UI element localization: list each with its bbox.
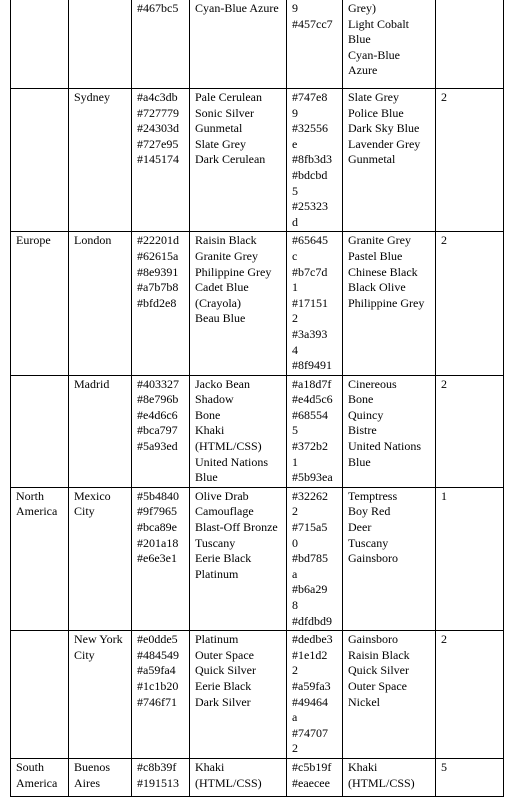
- matched-hex-cell: [287, 0, 343, 89]
- cell-line: Sonic Silver: [195, 105, 254, 120]
- cell-line: Khaki: [348, 759, 378, 774]
- source-color-names-cell: [190, 631, 287, 759]
- cell-line: Granite Grey: [195, 248, 258, 263]
- city-cell: [69, 0, 132, 89]
- cell-line: #a4c3db: [137, 90, 178, 104]
- cell-line: Cyan-Blue: [348, 47, 400, 62]
- source-hex-cell: [132, 758, 190, 796]
- cell-line: Cinereous: [348, 376, 397, 391]
- cell-line: Black Olive: [348, 280, 406, 295]
- table-body: [11, 0, 504, 796]
- cell-line: #715a5: [292, 520, 328, 535]
- cell-line: #bdcbd: [292, 167, 328, 182]
- cell-line: #32556: [292, 121, 328, 136]
- cell-line: #bca797: [137, 423, 178, 438]
- cell-line: Outer Space: [195, 647, 254, 662]
- matched-hex-cell: [287, 758, 343, 796]
- table-row: [11, 758, 504, 796]
- cell-line: 2: [292, 741, 298, 756]
- cell-line: Eerie Black: [195, 678, 252, 693]
- cell-line: Outer Space: [348, 678, 407, 693]
- region-cell: [11, 0, 69, 89]
- cell-line: #bfd2e8: [137, 295, 177, 310]
- cell-line: Dark Silver: [195, 694, 251, 709]
- cell-line: #a7b7b8: [137, 280, 179, 295]
- cell-line: #a59fa3: [292, 678, 331, 693]
- cell-line: #e6e3e1: [137, 551, 177, 566]
- cell-line: Lavender Grey: [348, 136, 421, 151]
- cell-line: #68554: [292, 407, 328, 422]
- count-cell: [436, 0, 504, 89]
- cell-line: #3a393: [292, 326, 328, 341]
- cell-line: Tuscany: [195, 535, 236, 550]
- cell-line: Boy Red: [348, 504, 391, 519]
- cell-line: #5b93ea: [292, 470, 333, 485]
- cell-line: Camouflage: [195, 504, 254, 519]
- cell-line: #727e95: [137, 136, 179, 151]
- cell-line: #1c1b20: [137, 678, 179, 693]
- cell-line: #74707: [292, 725, 328, 740]
- cell-line: #e4d6c6: [137, 407, 178, 422]
- cell-line: Blue: [348, 32, 371, 47]
- region-cell: North America: [11, 487, 69, 630]
- table-row: [11, 375, 504, 487]
- cell-line: #8e796b: [137, 392, 179, 407]
- cell-line: #5b4840: [137, 488, 179, 503]
- table-row: [11, 487, 504, 630]
- cell-line: 9: [292, 105, 298, 120]
- cell-line: #9f7965: [137, 504, 177, 519]
- cell-line: Dark Sky Blue: [348, 121, 420, 136]
- source-hex-cell: [132, 375, 190, 487]
- matched-hex-cell: [287, 487, 343, 630]
- cell-line: Granite Grey: [348, 233, 411, 248]
- cell-line: #65645: [292, 233, 328, 248]
- cell-line: #a18d7f: [292, 376, 332, 391]
- cell-line: 1: [292, 454, 298, 469]
- cell-line: #145174: [137, 152, 179, 167]
- cell-line: Chinese Black: [348, 264, 418, 279]
- cell-line: #c5b19f: [292, 759, 332, 774]
- cell-line: c: [292, 248, 298, 263]
- source-color-names-cell: [190, 232, 287, 375]
- cell-line: Shadow: [195, 392, 234, 407]
- cell-line: Bone: [348, 392, 374, 407]
- matched-hex-cell: [287, 631, 343, 759]
- cell-line: Police Blue: [348, 105, 404, 120]
- cell-line: #467bc5: [137, 1, 179, 15]
- cell-line: Pale Cerulean: [195, 90, 262, 104]
- cell-line: Grey): [348, 1, 376, 15]
- cell-line: Khaki: [195, 759, 225, 774]
- cell-line: #dfdbd9: [292, 613, 332, 628]
- cell-line: 9: [292, 1, 298, 15]
- cell-line: #8fb3d3: [292, 152, 332, 167]
- cell-line: Slate Grey: [195, 136, 246, 151]
- cell-line: (Crayola): [195, 295, 241, 310]
- source-color-names-cell: [190, 0, 287, 89]
- matched-hex-cell: [287, 89, 343, 232]
- cell-line: #746f71: [137, 694, 177, 709]
- cell-line: #17151: [292, 295, 328, 310]
- cell-line: Quick Silver: [195, 663, 256, 678]
- cell-line: #62615a: [137, 248, 179, 263]
- cell-line: Blast-Off Bronze: [195, 520, 278, 535]
- cell-line: e: [292, 136, 298, 151]
- cell-line: #1e1d2: [292, 647, 328, 662]
- source-hex-cell: [132, 0, 190, 89]
- cell-line: #457cc7: [292, 16, 333, 31]
- cell-line: #372b2: [292, 439, 328, 454]
- cell-line: Platinum: [195, 566, 239, 581]
- cell-line: 5: [292, 183, 298, 198]
- cell-line: #c8b39f: [137, 759, 177, 774]
- region-cell: [11, 375, 69, 487]
- cell-line: #201a18: [137, 535, 179, 550]
- matched-color-names-cell: [343, 0, 436, 89]
- cell-line: #22201d: [137, 233, 179, 248]
- source-color-names-cell: [190, 375, 287, 487]
- cell-line: Pastel Blue: [348, 248, 403, 263]
- count-cell: 2: [436, 232, 504, 375]
- count-cell: 2: [436, 89, 504, 232]
- cell-line: 8: [292, 598, 298, 612]
- cell-line: Philippine Grey: [348, 295, 425, 310]
- region-cell: Europe: [11, 232, 69, 375]
- cell-line: #b6a29: [292, 582, 328, 597]
- cell-line: Platinum: [195, 632, 239, 647]
- matched-color-names-cell: [343, 487, 436, 630]
- cell-line: #dedbe3: [292, 632, 333, 647]
- count-cell: 5: [436, 758, 504, 796]
- cell-line: #5a93ed: [137, 439, 178, 454]
- cell-line: #8f9491: [292, 358, 332, 373]
- matched-color-names-cell: [343, 758, 436, 796]
- city-cell: Sydney: [69, 89, 132, 232]
- matched-color-names-cell: [343, 631, 436, 759]
- cell-line: a: [292, 710, 298, 725]
- cell-line: #484549: [137, 647, 179, 662]
- city-cell: Mexico City: [69, 487, 132, 630]
- city-cell: Buenos Aires: [69, 758, 132, 796]
- cell-line: #bca89e: [137, 520, 177, 535]
- table-row: [11, 0, 504, 89]
- cell-line: Tuscany: [348, 535, 389, 550]
- cell-line: #25323: [292, 199, 328, 214]
- cell-line: Dark Cerulean: [195, 152, 266, 167]
- cell-line: Raisin Black: [195, 233, 257, 248]
- cell-line: Blue: [195, 470, 218, 485]
- source-hex-cell: [132, 631, 190, 759]
- cell-line: Bone: [195, 407, 221, 422]
- cell-line: Gainsboro: [348, 632, 398, 647]
- cell-line: Gunmetal: [348, 152, 396, 167]
- cell-line: Eerie Black: [195, 551, 252, 566]
- cell-line: #8e9391: [137, 264, 179, 279]
- cell-line: Olive Drab: [195, 488, 249, 503]
- cell-line: Beau Blue: [195, 311, 246, 326]
- matched-hex-cell: [287, 232, 343, 375]
- table-row: [11, 631, 504, 759]
- source-hex-cell: [132, 89, 190, 232]
- cell-line: d: [292, 214, 298, 229]
- city-cell: New York City: [69, 631, 132, 759]
- cell-line: 2: [292, 311, 298, 326]
- cell-line: a: [292, 566, 298, 581]
- count-cell: 2: [436, 375, 504, 487]
- color-palette-table: [10, 0, 504, 797]
- cell-line: #727779: [137, 105, 179, 120]
- cell-line: 2: [292, 663, 298, 678]
- cell-line: Azure: [348, 63, 378, 78]
- cell-line: Quincy: [348, 407, 384, 422]
- table-row: [11, 232, 504, 375]
- count-cell: 2: [436, 631, 504, 759]
- cell-line: Philippine Grey: [195, 264, 272, 279]
- cell-line: 2: [292, 504, 298, 519]
- cell-line: Raisin Black: [348, 647, 410, 662]
- cell-line: 4: [292, 342, 298, 357]
- cell-line: United Nations: [195, 454, 268, 469]
- cell-line: Gainsboro: [348, 551, 398, 566]
- cell-line: #e4d5c6: [292, 392, 333, 407]
- source-hex-cell: [132, 232, 190, 375]
- source-color-names-cell: [190, 487, 287, 630]
- source-hex-cell: [132, 487, 190, 630]
- cell-line: (HTML/CSS): [348, 775, 415, 790]
- source-color-names-cell: [190, 89, 287, 232]
- cell-line: Light Cobalt: [348, 16, 409, 31]
- cell-line: #747e8: [292, 90, 328, 104]
- cell-line: Quick Silver: [348, 663, 409, 678]
- source-color-names-cell: [190, 758, 287, 796]
- cell-line: #24303d: [137, 121, 179, 136]
- cell-line: (HTML/CSS): [195, 775, 262, 790]
- cell-line: Slate Grey: [348, 90, 399, 104]
- cell-line: #49464: [292, 694, 328, 709]
- cell-line: Khaki: [195, 423, 225, 438]
- city-cell: Madrid: [69, 375, 132, 487]
- cell-line: #e0dde5: [137, 632, 178, 647]
- cell-line: 0: [292, 535, 298, 550]
- cell-line: Cyan-Blue Azure: [195, 1, 279, 15]
- matched-hex-cell: [287, 375, 343, 487]
- cell-line: #b7c7d: [292, 264, 328, 279]
- matched-color-names-cell: [343, 232, 436, 375]
- cell-line: Cadet Blue: [195, 280, 249, 295]
- region-cell: [11, 89, 69, 232]
- cell-line: Bistre: [348, 423, 377, 438]
- cell-line: Jacko Bean: [195, 376, 250, 391]
- cell-line: Gunmetal: [195, 121, 243, 136]
- cell-line: Blue: [348, 454, 371, 469]
- matched-color-names-cell: [343, 89, 436, 232]
- cell-line: United Nations: [348, 439, 421, 454]
- cell-line: 5: [292, 423, 298, 438]
- region-cell: South America: [11, 758, 69, 796]
- cell-line: #32262: [292, 488, 328, 503]
- cell-line: 1: [292, 280, 298, 295]
- cell-line: (HTML/CSS): [195, 439, 262, 454]
- cell-line: #a59fa4: [137, 663, 176, 678]
- count-cell: 1: [436, 487, 504, 630]
- cell-line: #bd785: [292, 551, 328, 566]
- cell-line: #eaecee: [292, 775, 330, 790]
- matched-color-names-cell: [343, 375, 436, 487]
- cell-line: #403327: [137, 376, 179, 391]
- cell-line: #191513: [137, 775, 179, 790]
- table-row: [11, 89, 504, 232]
- cell-line: Temptress: [348, 488, 398, 503]
- city-cell: London: [69, 232, 132, 375]
- region-cell: [11, 631, 69, 759]
- cell-line: Nickel: [348, 694, 380, 709]
- cell-line: Deer: [348, 520, 372, 535]
